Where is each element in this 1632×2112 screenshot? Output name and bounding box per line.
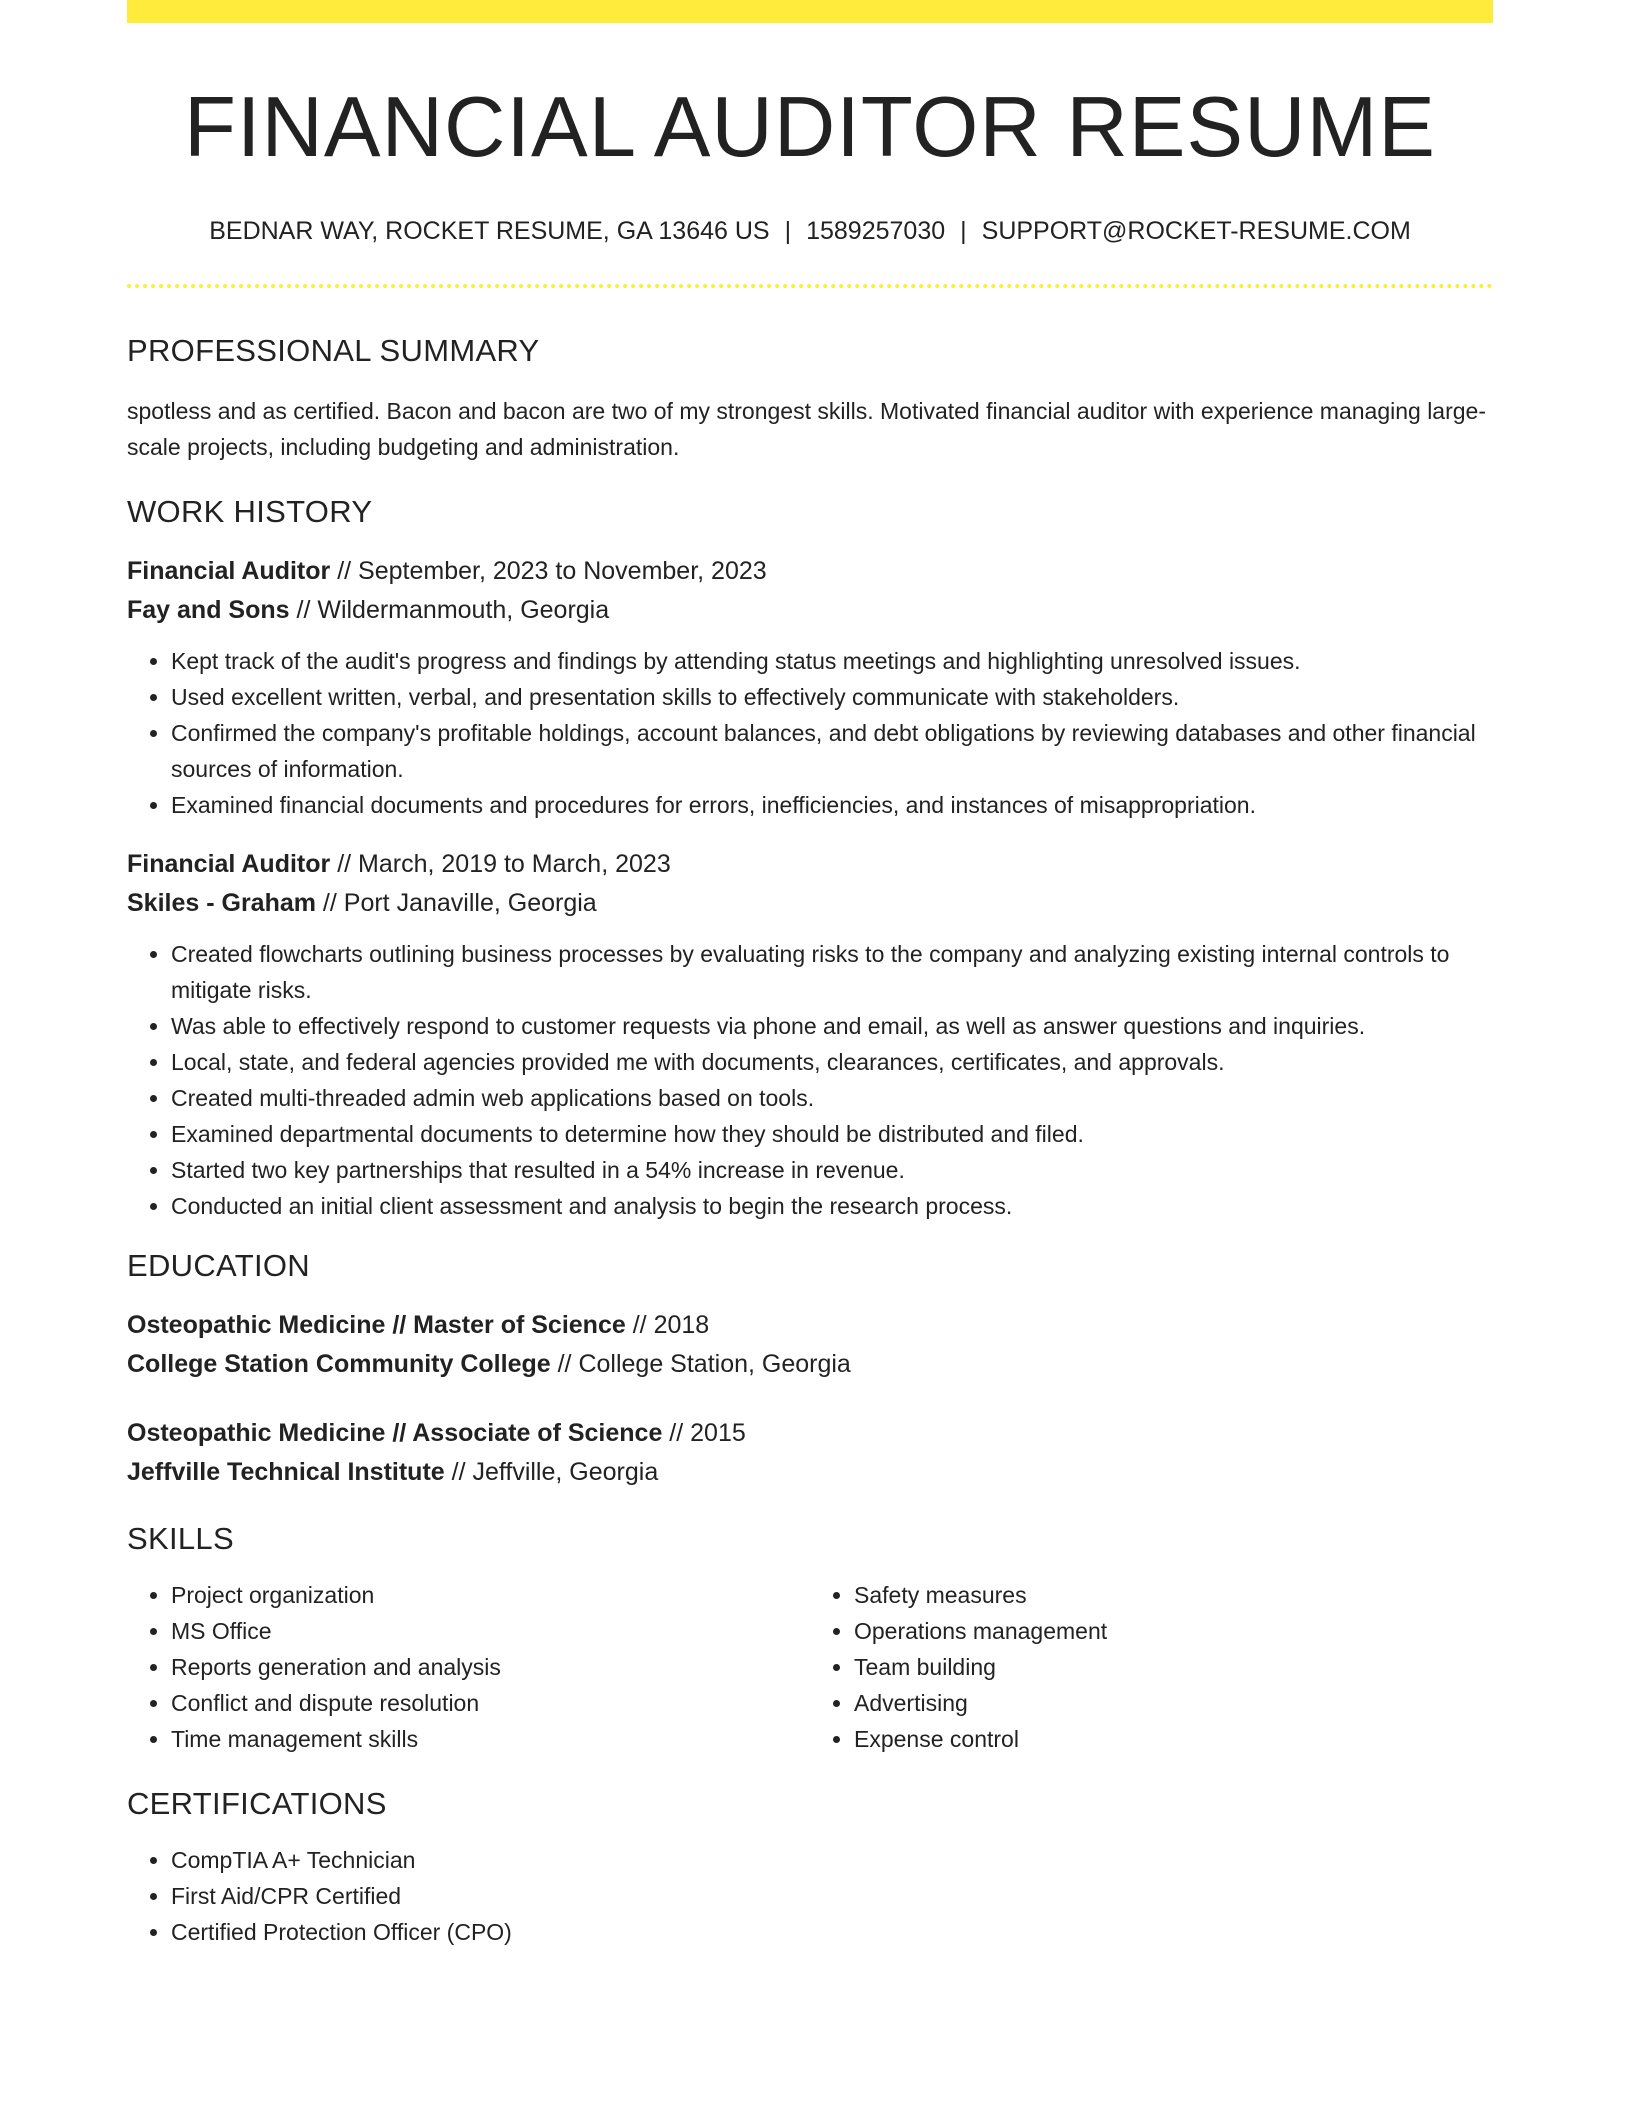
contact-separator: | [960, 217, 967, 245]
education-location: Jeffville, Georgia [472, 1458, 659, 1486]
skills-list-left [127, 1577, 810, 1757]
certification-item: • First Aid/CPR Certified [171, 1878, 1493, 1914]
skill-item: • MS Office [171, 1613, 810, 1649]
job-bullet: • Started two key partnerships that resulted in a 54% increase in revenue. [171, 1152, 1493, 1188]
job-bullet: • Kept track of the audit's progress and findings by attending status meetings and highlighting unresolved issues. [171, 643, 1493, 679]
job-separator: // [289, 596, 318, 624]
education-separator: // [444, 1458, 473, 1486]
job-title: Financial Auditor [127, 557, 331, 585]
job-bullet: • Confirmed the company's profitable holdings, account balances, and debt obligations by reviewing databases and other financial sources of information. [171, 715, 1493, 787]
job-separator: // [330, 850, 359, 878]
job-bullet: • Created multi-threaded admin web applications based on tools. [171, 1080, 1493, 1116]
job-bullet: • Used excellent written, verbal, and presentation skills to effectively communicate with stakeholders. [171, 679, 1493, 715]
contact-line [127, 215, 1493, 247]
skills-columns [127, 1577, 1493, 1757]
job-dates: March, 2019 to March, 2023 [358, 850, 671, 878]
job-location: Wildermanmouth, Georgia [317, 596, 610, 624]
contact-separator: | [784, 217, 792, 245]
job-company-line [127, 884, 1493, 923]
education-school: College Station Community College [127, 1350, 551, 1378]
skill-item: • Time management skills [171, 1721, 810, 1757]
job-location: Port Janaville, Georgia [343, 889, 597, 917]
resume-title: FINANCIAL AUDITOR RESUME [184, 80, 1436, 175]
certifications-heading: CERTIFICATIONS [127, 1786, 387, 1821]
contact-address: BEDNAR WAY, ROCKET RESUME, GA 13646 US [209, 217, 770, 245]
skill-item: • Conflict and dispute resolution [171, 1685, 810, 1721]
resume-content [127, 0, 1493, 1950]
skill-item: • Expense control [854, 1721, 1493, 1757]
skill-item: • Reports generation and analysis [171, 1649, 810, 1685]
job-title-line [127, 845, 1493, 884]
dotted-divider [127, 284, 1493, 288]
education-degree-line [127, 1306, 1493, 1345]
summary-text: spotless and as certified. Bacon and bacon are two of my strongest skills. Motivated financial auditor with experience managing large-scale projects, including budgeting and administration. [127, 398, 1486, 460]
education-degree-line [127, 1414, 1493, 1453]
certifications-list [127, 1842, 1493, 1950]
job-bullet: • Examined financial documents and procedures for errors, inefficiencies, and instances of misappropriation. [171, 787, 1493, 823]
education-location: College Station, Georgia [578, 1350, 851, 1378]
education-degree: Osteopathic Medicine // Master of Science [127, 1311, 626, 1339]
job-company: Skiles - Graham [127, 889, 316, 917]
job-bullet-list [127, 936, 1493, 1224]
job-bullet: • Conducted an initial client assessment and analysis to begin the research process. [171, 1188, 1493, 1224]
skills-heading: SKILLS [127, 1521, 234, 1556]
job-separator: // [330, 557, 359, 585]
education-separator: // [625, 1311, 654, 1339]
work-history-heading: WORK HISTORY [127, 494, 373, 529]
education-separator: // [550, 1350, 579, 1378]
job-bullet: • Examined departmental documents to determine how they should be distributed and filed. [171, 1116, 1493, 1152]
job-title: Financial Auditor [127, 850, 331, 878]
skill-item: • Operations management [854, 1613, 1493, 1649]
skill-item: • Project organization [171, 1577, 810, 1613]
job-company-line [127, 591, 1493, 630]
education-school-line [127, 1345, 1493, 1384]
skill-item: • Team building [854, 1649, 1493, 1685]
job-separator: // [315, 889, 344, 917]
education-separator: // [662, 1419, 691, 1447]
education-degree: Osteopathic Medicine // Associate of Science [127, 1419, 663, 1447]
job-bullet: • Created flowcharts outlining business processes by evaluating risks to the company and analyzing existing internal controls to mitigate risks. [171, 936, 1493, 1008]
certification-item: • CompTIA A+ Technician [171, 1842, 1493, 1878]
education-year: 2015 [690, 1419, 746, 1447]
skills-list-right [810, 1577, 1493, 1757]
job-bullet: • Was able to effectively respond to customer requests via phone and email, as well as answer questions and inquiries. [171, 1008, 1493, 1044]
job-dates: September, 2023 to November, 2023 [358, 557, 767, 585]
skill-item: • Safety measures [854, 1577, 1493, 1613]
job-company: Fay and Sons [127, 596, 290, 624]
education-heading: EDUCATION [127, 1248, 310, 1283]
education-school: Jeffville Technical Institute [127, 1458, 445, 1486]
job-bullet-list [127, 643, 1493, 823]
education-school-line [127, 1453, 1493, 1492]
job-title-line [127, 552, 1493, 591]
job-bullet: • Local, state, and federal agencies provided me with documents, clearances, certificates, and approvals. [171, 1044, 1493, 1080]
certification-item: • Certified Protection Officer (CPO) [171, 1914, 1493, 1950]
education-year: 2018 [653, 1311, 710, 1339]
skill-item: • Advertising [854, 1685, 1493, 1721]
contact-email: SUPPORT@ROCKET-RESUME.COM [981, 217, 1411, 245]
contact-phone: 1589257030 [806, 217, 946, 245]
summary-heading: PROFESSIONAL SUMMARY [127, 333, 540, 368]
